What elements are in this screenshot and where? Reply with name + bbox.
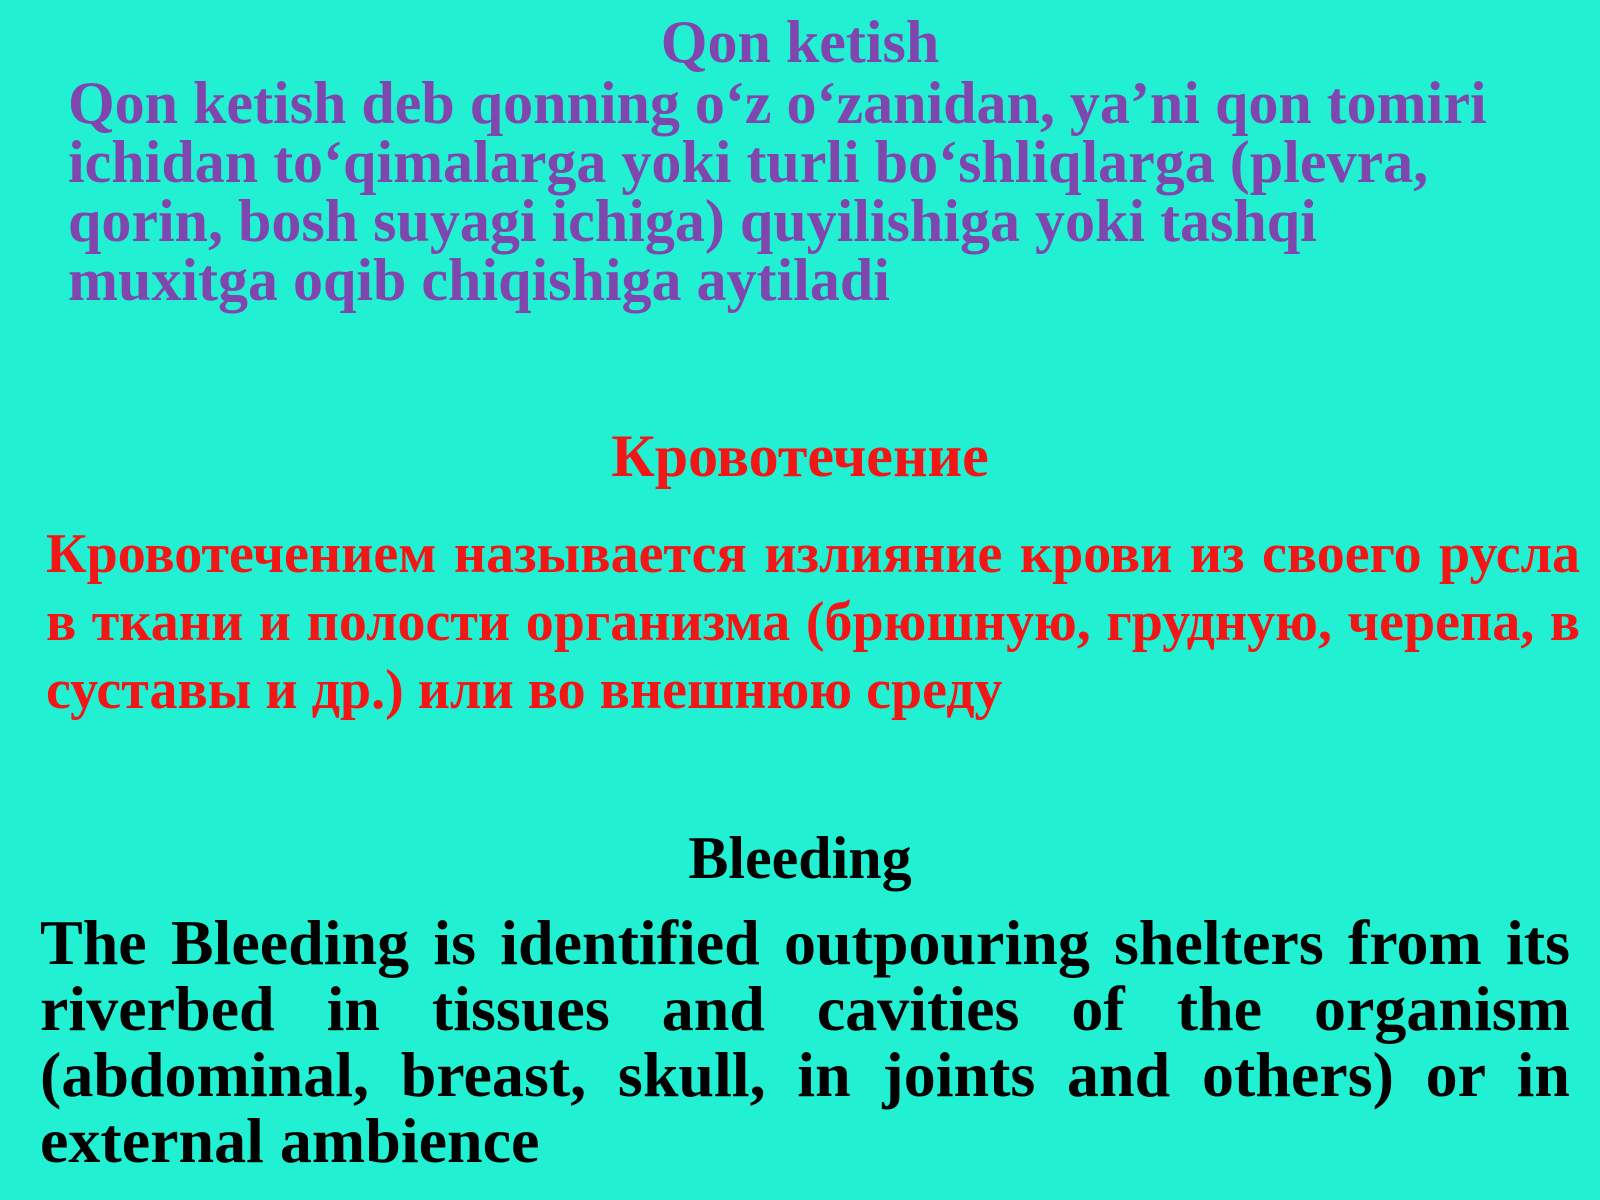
uzbek-title: Qon ketish — [660, 9, 940, 75]
russian-definition-paragraph: Кровотечением называется излияние крови из своего русла в ткани и полости организма (брюшную, грудную, черепа, в суставы и др.) или во внешнюю среду — [46, 523, 1580, 721]
english-definition-paragraph: The Bleeding is identified outpouring shelters from its riverbed in tissues and cavities of the organism (abdominal, breast, skull, in joints and others) or in external ambience — [40, 907, 1570, 1176]
english-title: Bleeding — [688, 825, 912, 891]
russian-title: Кровотечение — [611, 423, 989, 489]
uzbek-definition-paragraph: Qon ketish deb qonning o‘z o‘zanidan, ya’ni qon tomiri ichidan to‘qimalarga yoki turli bo‘shliqlarga (plevra, qorin, bosh suyagi ichiga) quyilishiga yoki tashqi muxitga oqib chiqishiga aytiladi — [68, 70, 1487, 313]
